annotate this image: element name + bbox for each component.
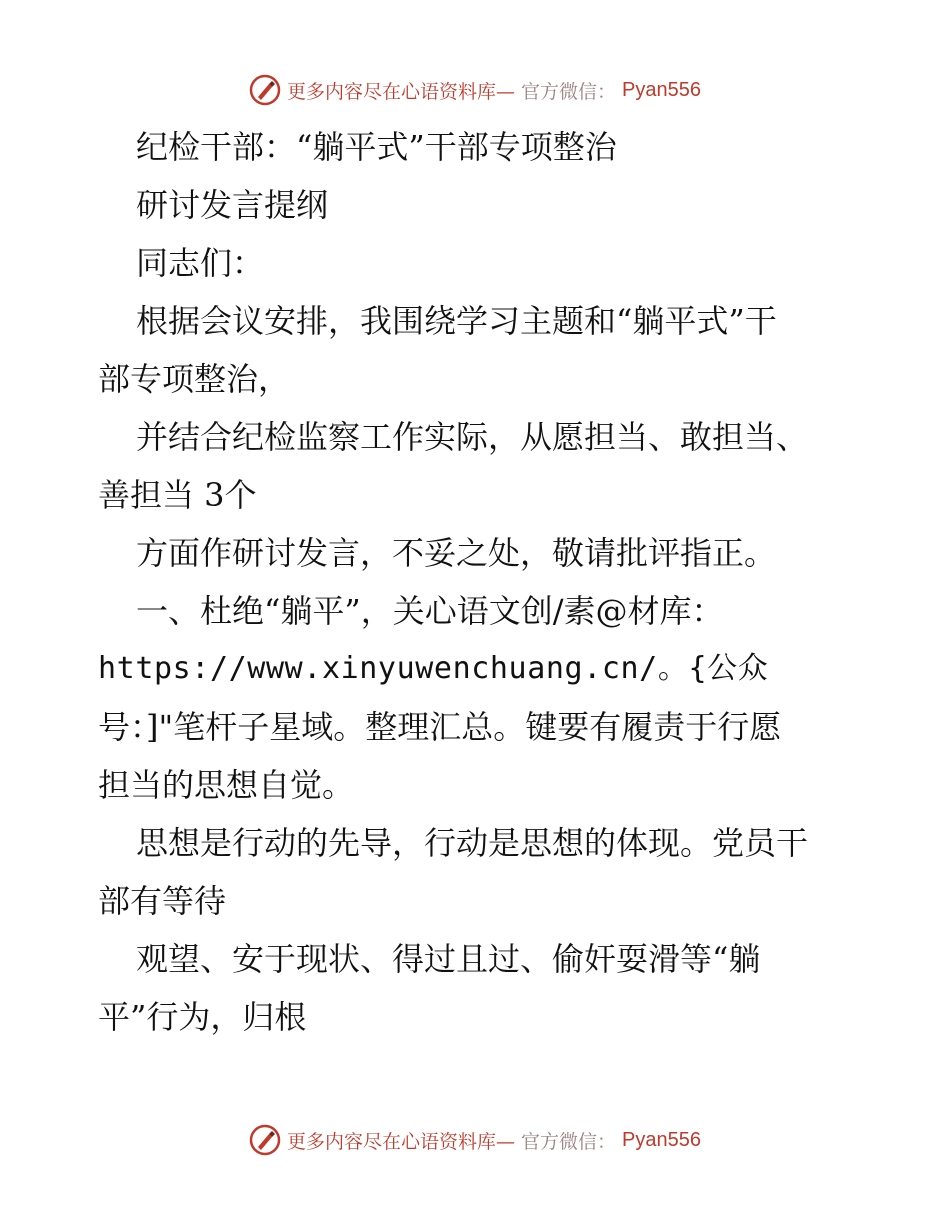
text-line: 根据会议安排，我围绕学习主题和“躺平式”干 <box>136 302 777 340</box>
watermark-label: 官方微信： <box>521 1130 617 1153</box>
salutation: 同志们： <box>136 244 265 282</box>
text-line: 号：]"笔杆子星域。整理汇总。键要有履责于行愿 <box>98 708 782 746</box>
watermark-id: Pyan556 <box>622 78 701 101</box>
watermark-id: Pyan556 <box>622 1128 701 1151</box>
text-line: 平”行为，归根 <box>98 998 307 1036</box>
watermark-banner-top <box>0 70 950 110</box>
document-title: 纪检干部：“躺平式”干部专项整治 <box>136 128 617 166</box>
text-line: 部有等待 <box>98 882 227 920</box>
watermark-banner-bottom <box>0 1120 950 1160</box>
document-body <box>98 118 858 1046</box>
watermark-text: 更多内容尽在心语资料库— <box>287 1130 516 1153</box>
text-line: 部专项整治， <box>98 360 291 398</box>
text-line: 观望、安于现状、得过且过、偷奸耍滑等“躺 <box>136 940 761 978</box>
section-heading: 一、杜绝“躺平”，关心语文创/素@材库： <box>136 592 724 630</box>
watermark-label: 官方微信： <box>521 80 617 103</box>
watermark-text: 更多内容尽在心语资料库— <box>287 80 516 103</box>
text-line: 思想是行动的先导，行动是思想的体现。党员干 <box>136 824 809 862</box>
pen-logo-icon <box>249 1124 281 1156</box>
document-subtitle: 研讨发言提纲 <box>136 186 329 224</box>
text-line: https://www.xinyuwenchuang.cn/。{公众 <box>98 651 769 686</box>
pen-logo-icon <box>249 74 281 106</box>
text-line: 并结合纪检监察工作实际，从愿担当、敢担当、 <box>136 418 809 456</box>
text-line: 担当的思想自觉。 <box>98 766 355 804</box>
text-line: 方面作研讨发言，不妥之处，敬请批评指正。 <box>136 534 777 572</box>
text-line: 善担当 3个 <box>98 476 257 514</box>
